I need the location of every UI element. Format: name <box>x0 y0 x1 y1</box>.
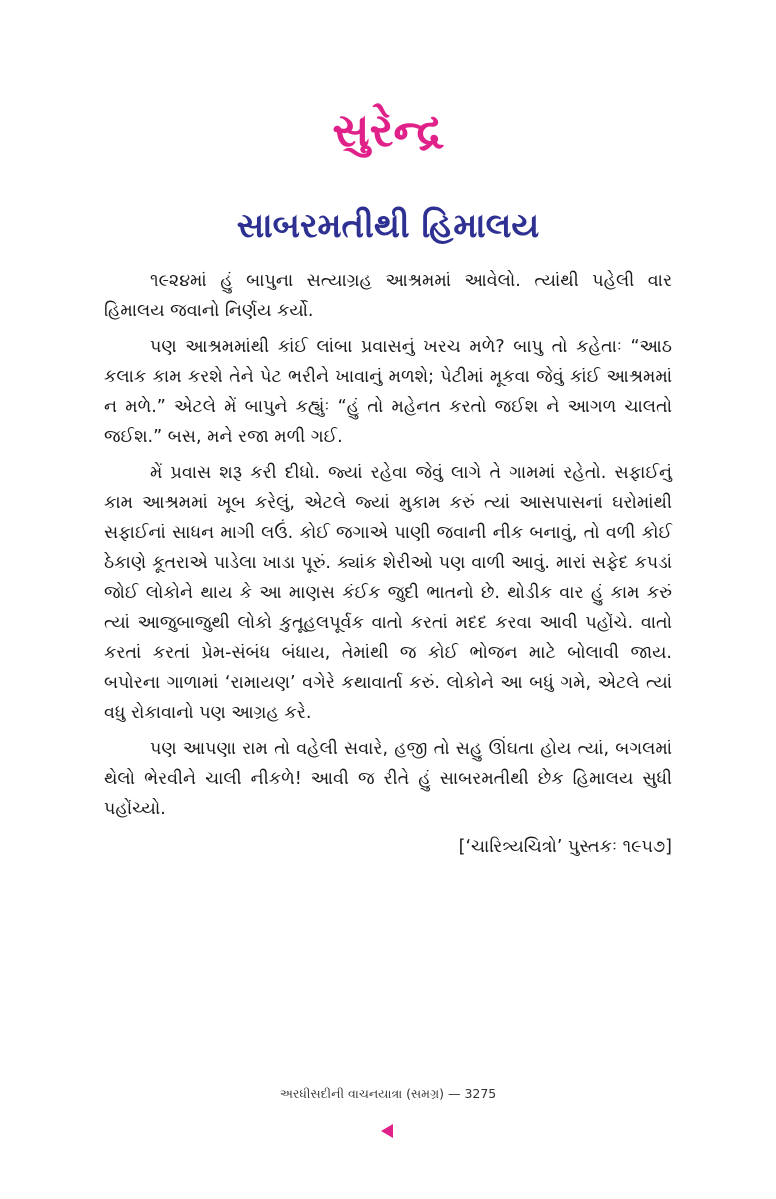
author-name: સુરેન્દ્ર <box>332 103 444 157</box>
source-citation: [‘ચારિત્ર્યચિત્રો’ પુસ્તકઃ ૧૯૫૭] <box>458 837 672 857</box>
page-footer: અરધીસદીની વાચનયાત્રા (સમગ્ર) — 3275 <box>279 1086 497 1101</box>
paragraph: પણ આશ્રમમાંથી કાંઈ લાંબા પ્રવાસનું ખરચ મળે? બાપુ તો કહેતાઃ “આઠ કલાક કામ કરશે તેને પેટ ભરીને ખાવાનું મળશે; પેટીમાં મૂકવા જેવું કાંઈ આશ્રમમાં ન મળે.” એટલે મેં બાપુને કહ્યુંઃ “હું તો મહેનત કરતો જઈશ ને આગળ ચાલતો જઈશ.” બસ, મને રજા મળી ગઈ. <box>104 337 672 447</box>
paragraph: ૧૯૨૪માં હું બાપુના સત્યાગ્રહ આશ્રમમાં આવેલો. ત્યાંથી પહેલી વાર હિમાલય જવાનો નિર્ણય કર્યો. <box>104 271 672 321</box>
paragraph: પણ આપણા રામ તો વહેલી સવારે, હજી તો સહુ ઊંઘતા હોય ત્યાં, બગલમાં થેલો ભેરવીને ચાલી નીકળે! આવી જ રીતે હું સાબરમતીથી છેક હિમાલય સુધી પહોંચ્યો. <box>104 739 672 819</box>
article-title: સાબરમતીથી હિમાલય <box>236 206 540 246</box>
prev-page-arrow-icon[interactable] <box>381 1124 393 1138</box>
paragraph: મેં પ્રવાસ શરૂ કરી દીધો. જ્યાં રહેવા જેવું લાગે તે ગામમાં રહેતો. સફાઈનું કામ આશ્રમમાં ખૂબ કરેલું, એટલે જ્યાં મુકામ કરું ત્યાં આસપાસનાં ઘરોમાંથી સફાઈનાં સાધન માગી લઉં. કોઈ જગાએ પાણી જવાની નીક બનાવું, તો વળી કોઈ ઠેકાણે કૂતરાએ પાડેલા ખાડા પૂરું. ક્યાંક શેરીઓ પણ વાળી આવું. મારાં સફેદ કપડાં જોઈ લોકોને થાય કે આ માણસ કંઈક જુદી ભાતનો છે. થોડીક વાર હું કામ કરું ત્યાં આજુબાજુથી લોકો કુતૂહલપૂર્વક વાતો કરતાં મદદ કરવા આવી પહોંચે. વાતો કરતાં કરતાં પ્રેમ-સંબંધ બંધાય, તેમાંથી જ કોઈ ભોજન માટે બોલાવી જાય. બપોરના ગાળામાં ‘રામાયણ’ વગેરે કથાવાર્તા કરું. લોકોને આ બધું ગમે, એટલે ત્યાં વધુ રોકાવાનો પણ આગ્રહ કરે. <box>104 463 672 723</box>
article-body <box>104 266 672 862</box>
